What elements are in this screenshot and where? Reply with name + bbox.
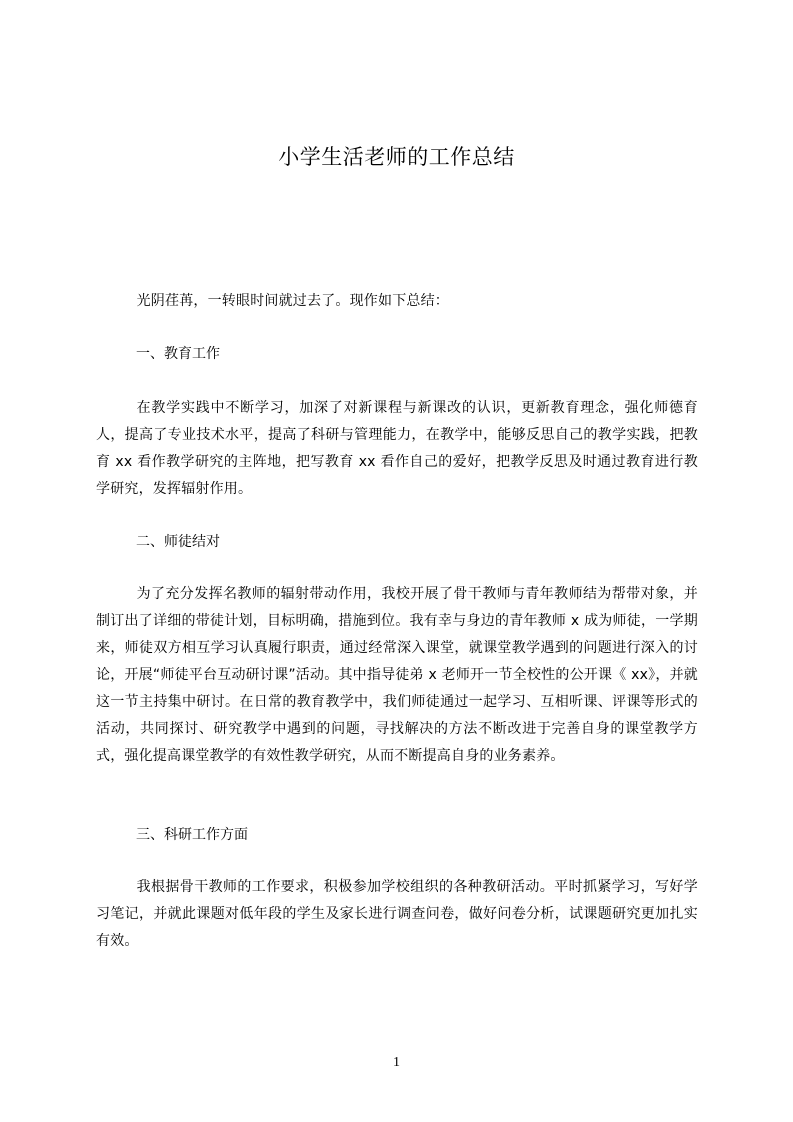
section-body-education: 在教学实践中不断学习，加深了对新课程与新课改的认识，更新教育理念，强化师德育人，提高了专业技术水平，提高了科研与管理能力，在教学中，能够反思自己的教学实践，把教育 xx 看作教学研究的主阵地，把写教育 xx 看作自己的爱好，把教学反思及时通过教育进行教学研究，发挥辐射作用。	[96, 400, 698, 497]
section-body-mentoring: 为了充分发挥名教师的辐射带动作用，我校开展了骨干教师与青年教师结为帮带对象，并制订出了详细的带徒计划，目标明确，措施到位。我有幸与身边的青年教师 x 成为师徒，一学期来，师徒双方相互学习认真履行职责，通过经常深入课堂，就课堂教学遇到的问题进行深入的讨论，开展“师徒平台互动研讨课”活动。其中指导徒弟 x 老师开一节全校性的公开课《 xx》，并就这一节主持集中研讨。在日常的教育教学中，我们师徒通过一起学习、互相听课、评课等形式的活动，共同探讨、研究教学中遇到的问题，寻找解决的方法不断改进于完善自身的课堂教学方式，强化提高课堂教学的有效性教学研究，从而不断提高自身的业务素养。	[96, 586, 698, 764]
section-heading-research: 三、科研工作方面	[136, 827, 248, 843]
document-title: 小学生活老师的工作总结	[278, 145, 515, 169]
section-body-research: 我根据骨干教师的工作要求，积极参加学校组织的各种教研活动。平时抓紧学习，写好学习笔记，并就此课题对低年段的学生及家长进行调查问卷，做好问卷分析，试课题研究更加扎实有效。	[96, 879, 698, 949]
section-heading-mentoring: 二、师徒结对	[136, 534, 220, 550]
section-heading-education: 一、教育工作	[136, 346, 220, 362]
page-number: 1	[393, 1055, 400, 1070]
intro-paragraph: 光阴荏苒，一转眼时间就过去了。现作如下总结：	[136, 293, 449, 309]
